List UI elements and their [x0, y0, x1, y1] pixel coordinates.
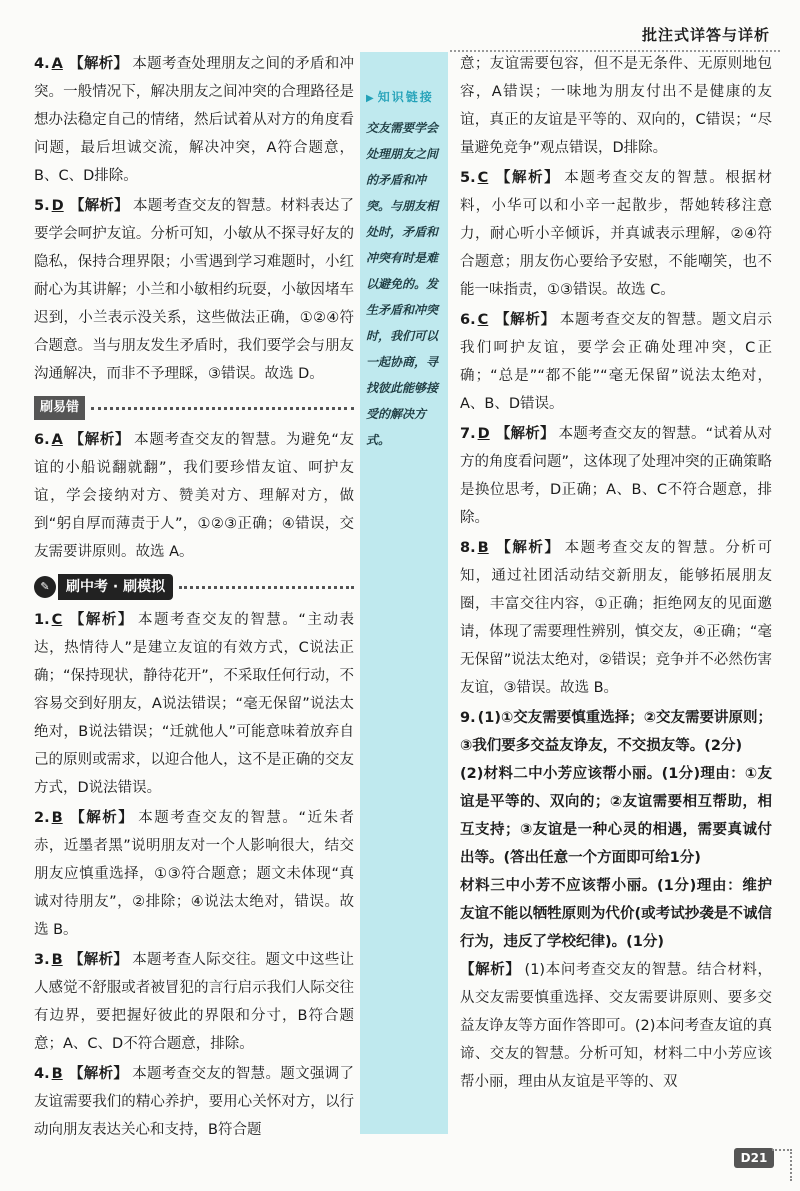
section-exam-label: 刷中考 · 刷模拟: [58, 574, 173, 600]
analysis-label: 【解析】: [68, 1066, 129, 1082]
analysis-label: 【解析】: [494, 540, 561, 556]
item-part-1: (1)①交友需要慎重选择；②交友需要讲原则；③我们要多交益友诤友，不交损友等。(2分): [460, 710, 773, 754]
section-exam-heading: [34, 574, 354, 600]
item-answer: C: [477, 312, 489, 328]
answer-item-m7: [460, 420, 772, 532]
answer-item-m8: [460, 534, 772, 702]
item-number: 6.: [34, 432, 50, 448]
sidebar-title: ▶ 知识链接: [366, 88, 448, 105]
item-number: 5.: [34, 198, 50, 214]
answer-item-m2: [34, 804, 354, 944]
right-column: [460, 50, 772, 1098]
item-answer: C: [51, 612, 63, 628]
analysis-label: 【解析】: [460, 962, 521, 978]
analysis-label: 【解析】: [69, 198, 129, 214]
knowledge-link-sidebar: [360, 52, 448, 1134]
item-text: 本题考查交友的智慧。分析可知，通过社团活动结交新朋友，能够拓展朋友圈，丰富交往内容，①正确；拒绝网友的见面邀请，体现了需要理性辨别，慎交友，④正确；“毫无保留”说法太绝对，②错误；竞争并不必然伤害友谊，③错误。故选 B。: [460, 540, 772, 696]
item-number: 2.: [34, 810, 50, 826]
item-number: 9.: [460, 710, 476, 726]
item-text: 本题考查交友的智慧。为避免“友谊的小船说翻就翻”，我们要珍惜友谊、呵护友谊，学会接纳对方、赞美对方、理解对方，做到“躬自厚而薄责于人”，①②③正确；④错误，交友需要讲原则。故选 A。: [34, 432, 354, 560]
analysis-label: 【解析】: [68, 56, 129, 72]
item-answer: B: [51, 1066, 63, 1082]
analysis-label: 【解析】: [68, 432, 131, 448]
pen-icon: ✎: [34, 576, 56, 598]
page-header-title: 批注式详答与详析: [641, 26, 770, 44]
answer-item-m4: [34, 1060, 354, 1144]
item-part-2: (2)材料二中小芳应该帮小丽。(1分)理由：①友谊是平等的、双向的；②友谊需要相互帮助，相互支持；③友谊是一种心灵的相遇，需要真诚付出等。(答出任意一个方面即可给1分): [460, 766, 772, 866]
item-answer: B: [477, 540, 489, 556]
left-column: [34, 50, 354, 1146]
answer-item-m6: [460, 306, 772, 418]
answer-item-6: [34, 426, 354, 566]
answer-item-5: [34, 192, 354, 388]
answer-item-m1: [34, 606, 354, 802]
item-answer: B: [51, 952, 63, 968]
item-text: 本题考查交友的智慧。题文强调了友谊需要我们的精心养护，要用心关怀对方，以行动向朋友表达关心和支持，B符合题: [34, 1066, 355, 1138]
item-number: 1.: [34, 612, 50, 628]
item-number: 5.: [460, 170, 476, 186]
item-number: 7.: [460, 426, 476, 442]
answer-item-m9: [460, 704, 772, 1096]
section-error-label: 刷易错: [34, 396, 85, 420]
answer-item-m5: [460, 164, 772, 304]
item-answer: B: [51, 810, 63, 826]
item-text: 本题考查交友的智慧。“主动表达，热情待人”是建立友谊的有效方式，C说法正确；“保持现状，静待花开”，不采取任何行动，不容易交到好朋友，A说法错误；“毫无保留”说法太绝对，B说法错误；“迁就他人”可能意味着放弃自己的原则或需求，以迎合他人，这不是正确的交友方式，D说法错误。: [34, 612, 354, 796]
analysis-label: 【解析】: [495, 426, 555, 442]
analysis-label: 【解析】: [68, 810, 135, 826]
page-number: D21: [734, 1148, 774, 1168]
corner-mark: [772, 1149, 792, 1181]
item-number: 4.: [34, 56, 50, 72]
item-text: 本题考查处理朋友之间的矛盾和冲突。一般情况下，解决朋友之间冲突的合理路径是想办法稳定自己的情绪，然后试着从对方的角度看问题，最后坦诚交流，解决冲突，A符合题意，B、C、D排除。: [34, 56, 355, 184]
analysis-label: 【解析】: [494, 312, 556, 328]
section-divider: [91, 407, 354, 410]
item-text: 意；友谊需要包容，但不是无条件、无原则地包容，A错误；一味地为朋友付出不是健康的友谊，真正的友谊是平等的、双向的，C错误；“尽量避免竞争”观点错误，D排除。: [460, 56, 772, 156]
item-text: 本题考查交友的智慧。题文启示我们呵护友谊，要学会正确处理冲突，C正确；“总是”“都不能”“毫无保留”说法太绝对，A、B、D错误。: [460, 312, 773, 412]
item-text: 本题考查交友的智慧。“近朱者赤，近墨者黑”说明朋友对一个人影响很大，结交朋友应慎重选择，①③符合题意；题文未体现“真诚对待朋友”，②排除；④说法太绝对，错误。故选 B。: [34, 810, 355, 938]
item-number: 4.: [34, 1066, 50, 1082]
item-answer: A: [51, 56, 63, 72]
item-text: (1)本问考查交友的智慧。结合材料，从交友需要慎重选择、交友需要讲原则、要多交益友诤友等方面作答即可。(2)本问考查友谊的真谛、交友的智慧。分析可知，材料二中小芳应该帮小丽，理由从友谊是平等的、双: [460, 962, 773, 1090]
answer-item-m4-continued: [460, 50, 772, 162]
item-part-3: 材料三中小芳不应该帮小丽。(1分)理由：维护友谊不能以牺牲原则为代价(或考试抄袭是不诚信行为，违反了学校纪律)。(1分): [460, 878, 772, 950]
analysis-label: 【解析】: [68, 612, 134, 628]
analysis-label: 【解析】: [68, 952, 129, 968]
sidebar-body: 交友需要学会处理朋友之间的矛盾和冲突。与朋友相处时，矛盾和冲突有时是难以避免的。发生矛盾和冲突时，我们可以一起协商，寻找彼此能够接受的解决方式。: [366, 121, 439, 447]
item-analysis: [460, 956, 772, 1096]
item-text: 本题考查人际交往。题文中这些让人感觉不舒服或者被冒犯的言行启示我们人际交往有边界，要把握好彼此的界限和分寸，B符合题意；A、C、D不符合题意，排除。: [34, 952, 355, 1052]
item-answer: A: [51, 432, 63, 448]
answer-item-m3: [34, 946, 354, 1058]
item-text: 本题考查交友的智慧。根据材料，小华可以和小辛一起散步，帮她转移注意力，耐心听小辛倾诉，并真诚表示理解，②④符合题意；朋友伤心要给予安慰，不能嘲笑，也不能一味指责，①③错误。故选 C。: [460, 170, 773, 298]
item-number: 3.: [34, 952, 50, 968]
answer-item-4: [34, 50, 354, 190]
section-error-heading: [34, 396, 354, 420]
item-number: 6.: [460, 312, 476, 328]
item-text: 本题考查交友的智慧。“试着从对方的角度看问题”，这体现了处理冲突的正确策略是换位思考，D正确；A、B、C不符合题意，排除。: [460, 426, 773, 526]
item-number: 8.: [460, 540, 476, 556]
item-answer: C: [477, 170, 489, 186]
section-divider: [179, 586, 354, 589]
analysis-label: 【解析】: [494, 170, 561, 186]
item-answer: D: [51, 198, 64, 214]
item-text: 本题考查交友的智慧。材料表达了要学会呵护友谊。分析可知，小敏从不探寻好友的隐私，保持合理界限；小雪遇到学习难题时，小红耐心为其讲解；小兰和小敏相约玩耍，小敏因堵车迟到，小兰表示没关系，这些做法正确，①②④符合题意。当与朋友发生矛盾时，我们要学会与朋友沟通解决，而非不予理睬，③错误。故选 D。: [34, 198, 355, 382]
item-answer: D: [477, 426, 490, 442]
